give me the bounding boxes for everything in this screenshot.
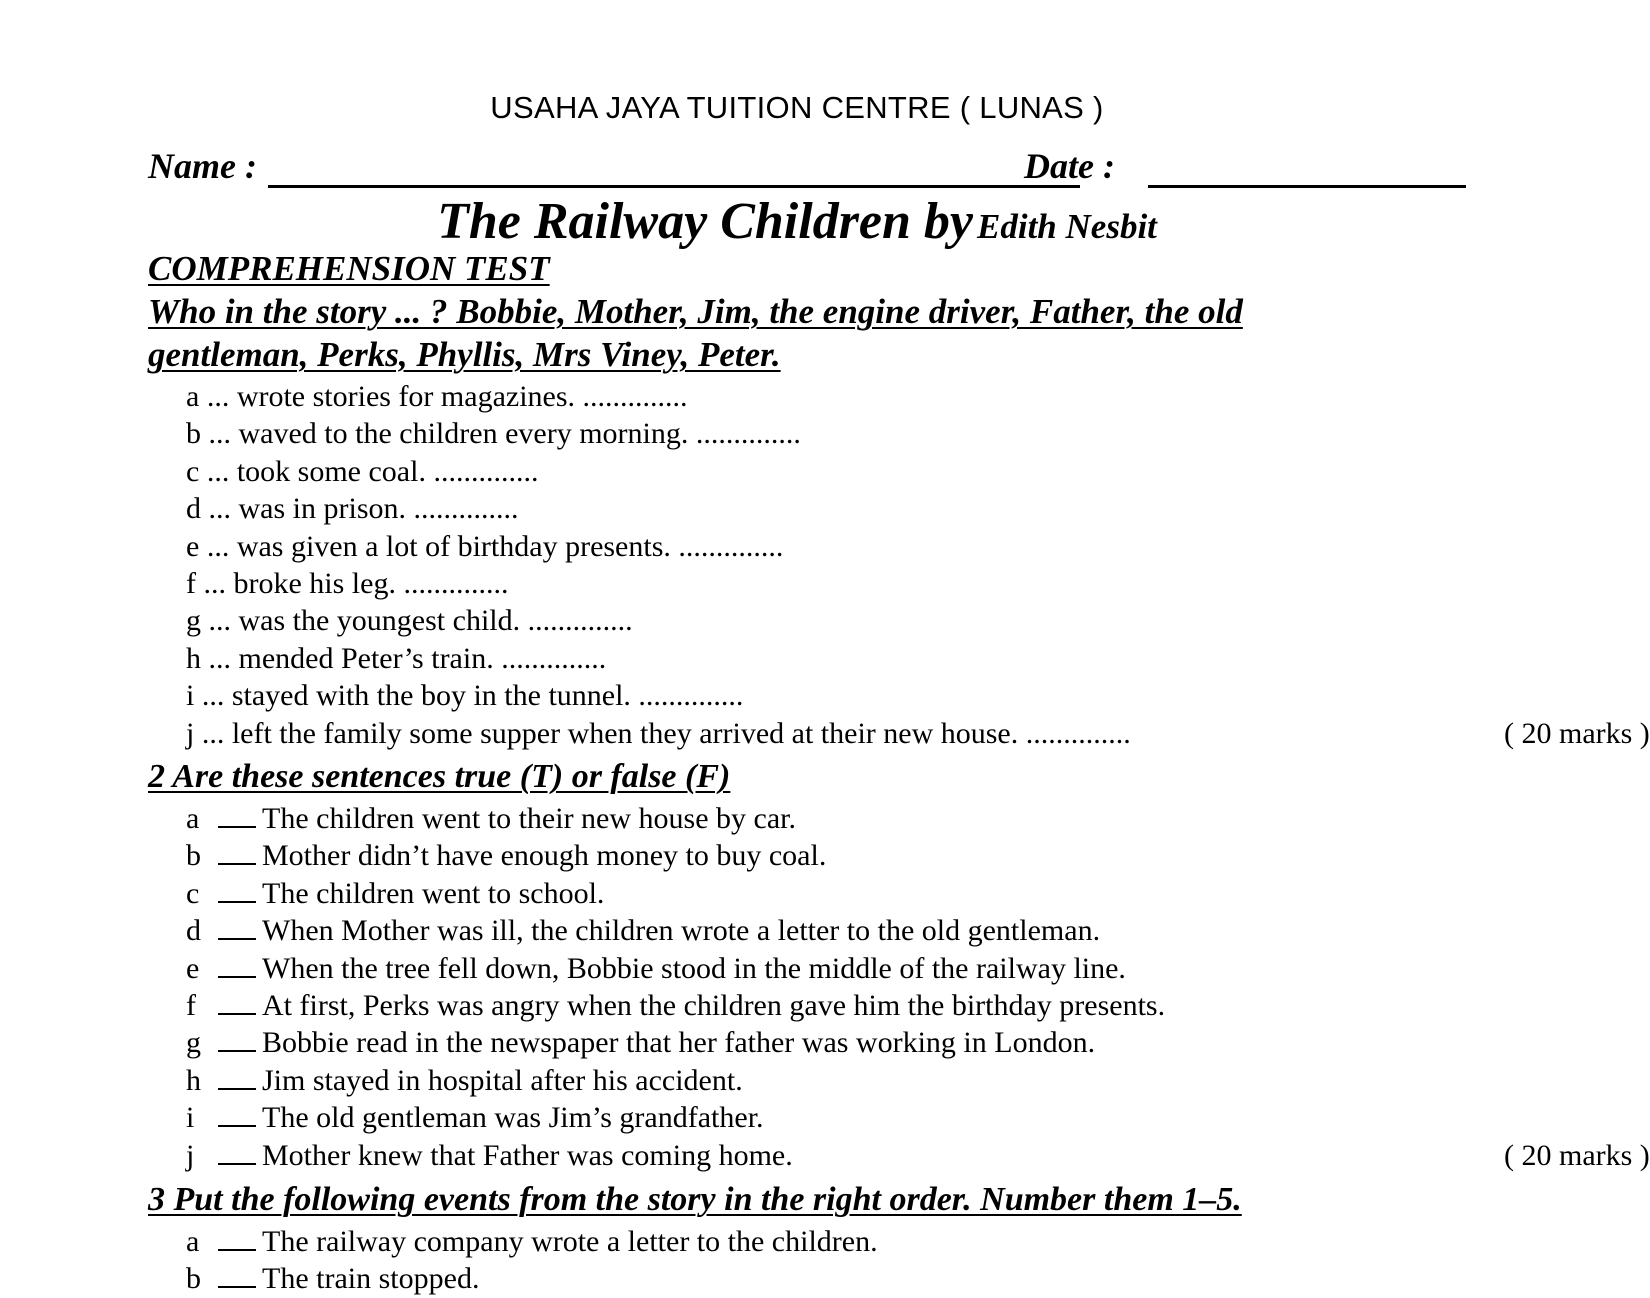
book-title (0, 192, 1594, 251)
answer-blank[interactable] (218, 1225, 256, 1251)
answer-blank[interactable] (218, 989, 256, 1015)
answer-blank[interactable] (218, 1139, 256, 1165)
date-field[interactable] (1148, 185, 1466, 188)
name-field[interactable] (268, 185, 1080, 188)
list-item: a The railway company wrote a letter to the children. (186, 1225, 878, 1258)
section2-question-list (186, 800, 1650, 1174)
list-item: j ... left the family some supper when they arrived at their new house. .............. ( 20 marks ) (186, 715, 1131, 752)
list-item: g Bobbie read in the newspaper that her father was working in London. (186, 1026, 1096, 1060)
section1-title: COMPREHENSION TEST (148, 249, 550, 288)
answer-blank[interactable] (218, 1262, 256, 1288)
list-item: h Jim stayed in hospital after his accident. (186, 1063, 743, 1097)
list-item: h ... mended Peter’s train. .............. (186, 641, 607, 675)
list-item: i ... stayed with the boy in the tunnel. .............. (186, 679, 744, 713)
answer-blank[interactable] (218, 802, 256, 828)
list-item: c ... took some coal. .............. (186, 454, 539, 488)
list-item: b The train stopped. (186, 1262, 480, 1296)
section1-question-list (186, 378, 1650, 752)
name-label: Name : (148, 146, 257, 186)
list-item: f At first, Perks was angry when the children gave him the birthday presents. (186, 988, 1166, 1022)
list-item: a The children went to their new house by car. (186, 802, 796, 835)
list-item: c The children went to school. (186, 876, 605, 910)
section1-instruction-line1: Who in the story ... ? Bobbie, Mother, Jim, the engine driver, Father, the old (148, 292, 1243, 331)
book-title-text: The Railway Children by (437, 193, 974, 250)
name-date-row (148, 145, 1468, 191)
section2-title: 2 Are these sentences true (T) or false (F) (148, 758, 731, 795)
list-item: i The old gentleman was Jim’s grandfather. (186, 1101, 764, 1135)
list-item: g ... was the youngest child. .............. (186, 604, 633, 638)
answer-blank[interactable] (218, 1064, 256, 1090)
section3-question-list (186, 1223, 878, 1298)
list-item: e When the tree fell down, Bobbie stood in the middle of the railway line. (186, 951, 1126, 985)
tuition-centre-title: USAHA JAYA TUITION CENTRE ( LUNAS ) (490, 90, 1104, 125)
list-item: j Mother knew that Father was coming home. ( 20 marks ) (186, 1137, 1165, 1174)
answer-blank[interactable] (218, 877, 256, 903)
answer-blank[interactable] (218, 1026, 256, 1052)
list-item: e ... was given a lot of birthday presents. .............. (186, 529, 784, 563)
answer-blank[interactable] (218, 914, 256, 940)
list-item: f ... broke his leg. .............. (186, 566, 509, 600)
section1-instruction-line2: gentleman, Perks, Phyllis, Mrs Viney, Peter. (148, 335, 781, 374)
list-item: b Mother didn’t have enough money to buy coal. (186, 839, 827, 873)
list-item: a ... wrote stories for magazines. .............. (186, 380, 688, 413)
list-item: d ... was in prison. .............. (186, 492, 519, 526)
answer-blank[interactable] (218, 839, 256, 865)
section2-marks: ( 20 marks ) (1504, 1138, 1650, 1172)
list-item: b ... waved to the children every morning. .............. (186, 417, 801, 451)
list-item: d When Mother was ill, the children wrote a letter to the old gentleman. (186, 914, 1101, 948)
answer-blank[interactable] (218, 952, 256, 978)
author-name: Edith Nesbit (977, 207, 1157, 246)
answer-blank[interactable] (218, 1101, 256, 1127)
section1-marks: ( 20 marks ) (1504, 716, 1650, 750)
date-label: Date : (1024, 146, 1115, 186)
section3-title: 3 Put the following events from the story in the right order. Number them 1–5. (148, 1181, 1242, 1218)
